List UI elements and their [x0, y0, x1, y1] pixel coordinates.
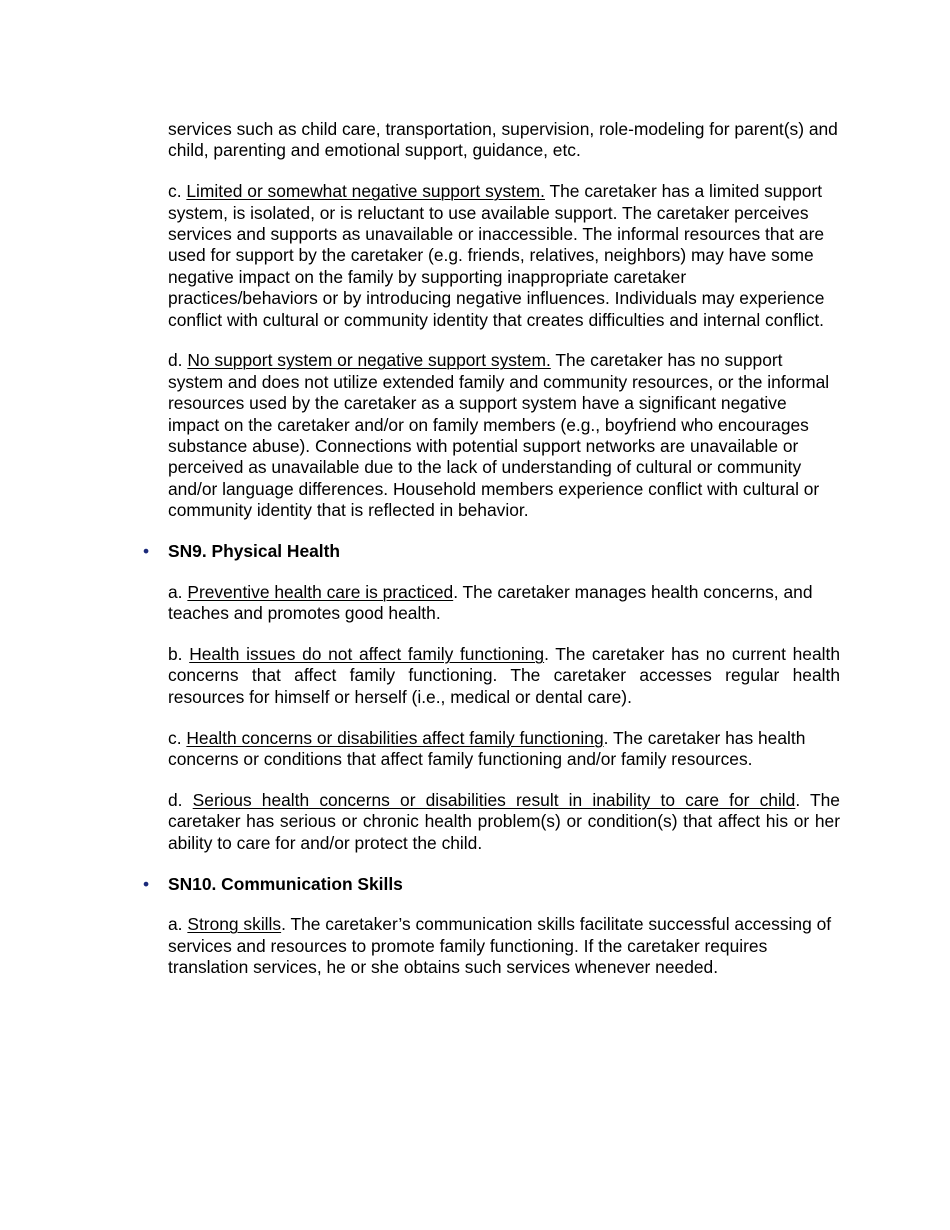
bullet-icon: •	[142, 541, 150, 562]
option-title: No support system or negative support system.	[187, 350, 551, 371]
option-text: The caretaker has no support system and does not utilize extended family and community resources, or the informal resources used by the caretaker as a support system have a significant negative impact on the caretaker and/or on family members (e.g., boyfriend who encourages substance abuse). Connections with potential support networks are unavailable or perceived as unavailable due to the lack of understanding of cultural or community and/or language differences. Household members experience conflict with cultural or community identity that is reflected in behavior.	[168, 350, 830, 521]
sn9-option-c	[168, 728, 840, 771]
option-letter: c.	[168, 727, 182, 748]
option-letter: a.	[168, 914, 183, 935]
option-title: Preventive health care is practiced	[187, 581, 454, 602]
option-text: . The caretaker’s communication skills facilitate successful accessing of services and resources to promote family functioning. If the caretaker requires translation services, he or she obtains such services whenever needed.	[168, 914, 832, 978]
option-title: Strong skills	[187, 914, 282, 935]
sn8-option-d	[168, 350, 840, 521]
option-letter: a.	[168, 581, 183, 602]
option-title: Serious health concerns or disabilities result in inability to care for child	[192, 789, 796, 810]
document-body	[142, 119, 841, 998]
option-text: . The caretaker has serious or chronic health problem(s) or condition(s) that affect his or her ability to care for and/or protect the child.	[168, 789, 840, 853]
option-letter: b.	[168, 644, 183, 665]
option-title: Health concerns or disabilities affect family functioning	[186, 727, 604, 748]
section-heading: SN10. Communication Skills	[168, 873, 403, 894]
option-letter: d.	[168, 789, 183, 810]
sn9-heading-row	[142, 541, 840, 562]
option-letter: d.	[168, 350, 183, 371]
option-letter: c.	[168, 181, 182, 202]
sn8-option-c	[168, 181, 840, 331]
intro-continuation-text: services such as child care, transportation, supervision, role-modeling for parent(s) and child, parenting and emotional support, guidance, etc.	[168, 119, 838, 161]
sn10-heading-row	[142, 873, 840, 895]
option-title: Health issues do not affect family functioning	[189, 644, 545, 665]
sn9-option-d	[168, 790, 840, 854]
option-text: The caretaker has a limited support system, is isolated, or is reluctant to use available support. The caretaker perceives services and supports as unavailable or inaccessible. The informal resources that are used for support by the caretaker (e.g. friends, relatives, neighbors) may have some negative impact on the family by supporting inappropriate caretaker practices/behaviors or by introducing negative influences. Individuals may experience conflict with cultural or community identity that creates difficulties and internal conflict.	[168, 181, 825, 330]
bullet-icon: •	[142, 873, 150, 894]
option-text: . The caretaker manages health concerns, and teaches and promotes good health.	[168, 581, 813, 624]
intro-continuation	[168, 119, 840, 162]
section-heading: SN9. Physical Health	[168, 541, 341, 562]
sn10-option-a	[168, 914, 840, 978]
sn9-option-b	[168, 644, 840, 708]
sn9-option-a	[168, 582, 840, 625]
option-text: . The caretaker has no current health concerns that affect family functioning. The caretaker accesses regular health resources for himself or herself (i.e., medical or dental care).	[168, 644, 841, 707]
option-text: . The caretaker has health concerns or conditions that affect family functioning and/or family resources.	[168, 727, 806, 770]
option-title: Limited or somewhat negative support system.	[186, 181, 545, 202]
